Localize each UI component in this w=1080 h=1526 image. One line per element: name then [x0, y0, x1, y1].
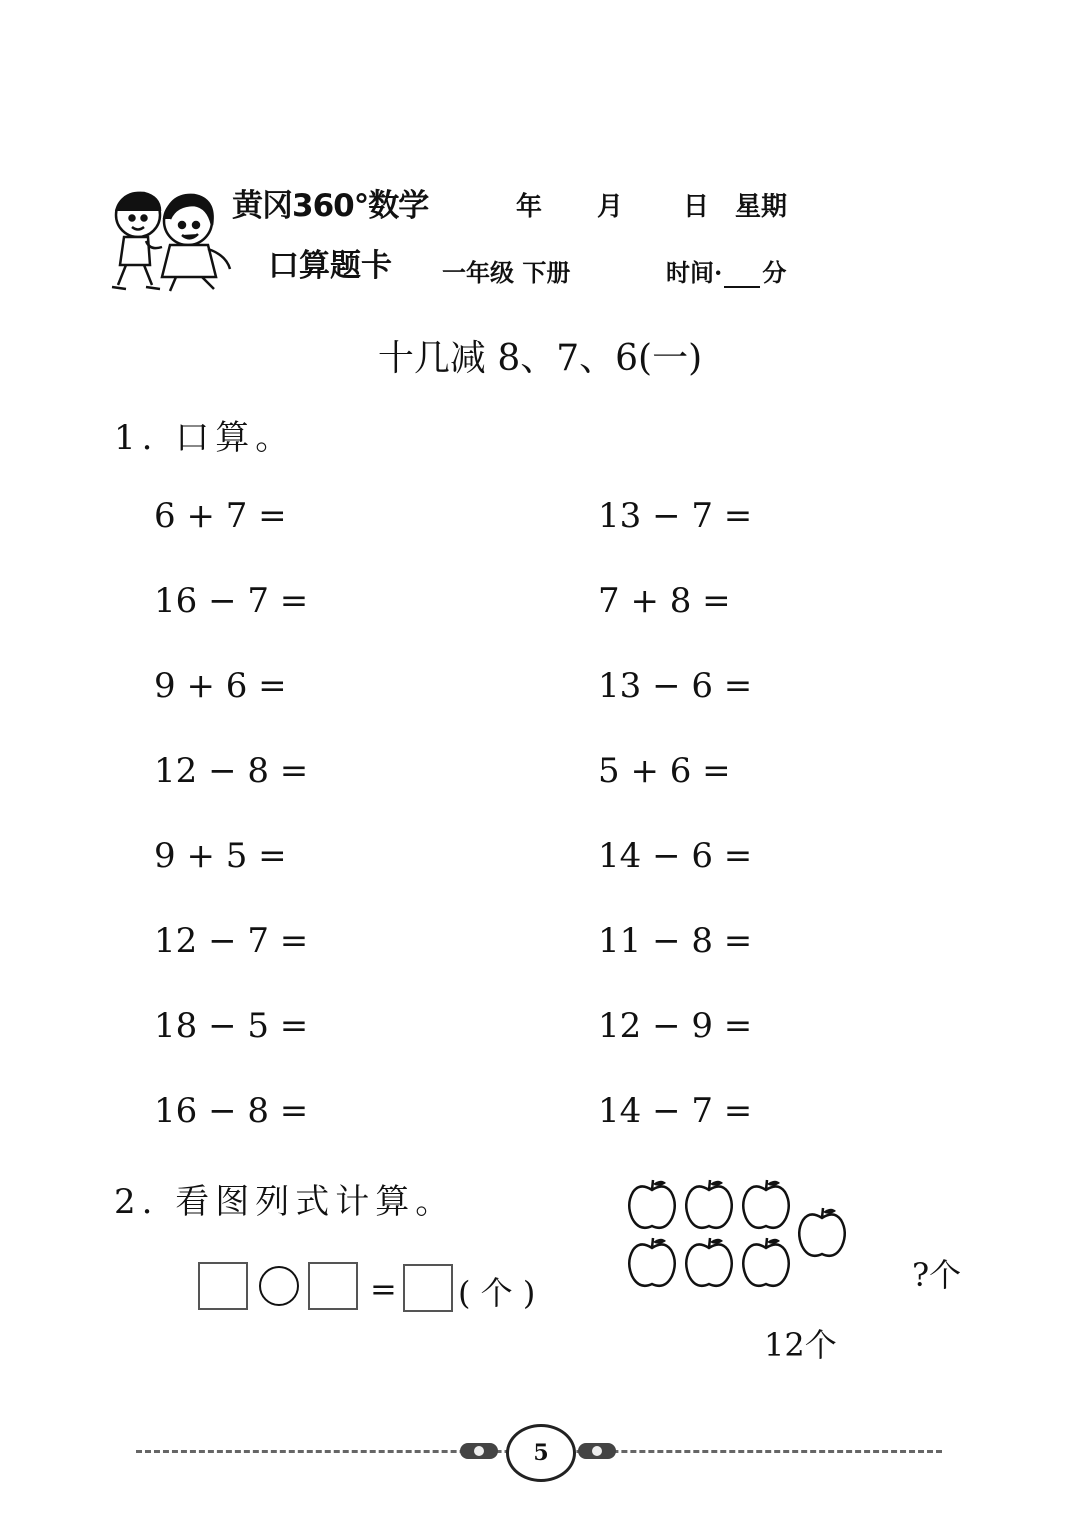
question-count: ?个 — [912, 1256, 962, 1294]
weekday-label: 星期 — [735, 192, 788, 222]
month-label: 月 — [597, 192, 624, 222]
footer-knob-dot-left — [474, 1446, 484, 1456]
equals-sign: = — [370, 1270, 397, 1308]
apple-6-icon — [686, 1238, 732, 1286]
time-field — [666, 253, 786, 288]
equation-left-3: 9 + 6 = — [154, 666, 287, 706]
section1-heading: 1. 口算。 — [114, 418, 296, 458]
section2-heading: 2. 看图列式计算。 — [114, 1182, 456, 1222]
total-count: 12个 — [764, 1326, 837, 1364]
unit-label: ( 个 ) — [458, 1274, 536, 1312]
page-number: 5 — [506, 1424, 576, 1482]
equation-left-6: 12 − 7 = — [154, 921, 309, 961]
equation-right-2: 7 + 8 = — [598, 581, 731, 621]
apple-2-icon — [686, 1180, 732, 1228]
brand-title: 黄冈360°数学 — [232, 188, 429, 224]
lesson-title: 十几减 8、7、6(一) — [377, 338, 703, 379]
day-label: 日 — [683, 192, 710, 222]
time-label: 时间· — [666, 258, 723, 287]
apple-4-icon — [799, 1208, 845, 1256]
card-title: 口算题卡 — [268, 248, 392, 284]
equation-right-7: 12 − 9 = — [598, 1006, 753, 1046]
apple-5-icon — [629, 1238, 675, 1286]
equation-left-5: 9 + 5 = — [154, 836, 287, 876]
equation-left-2: 16 − 7 = — [154, 581, 309, 621]
operator-circle[interactable] — [259, 1266, 299, 1306]
answer-box-3[interactable] — [403, 1264, 453, 1312]
equation-left-1: 6 + 7 = — [154, 496, 287, 536]
equation-right-8: 14 − 7 = — [598, 1091, 753, 1131]
equation-right-1: 13 − 7 = — [598, 496, 753, 536]
equation-right-5: 14 − 6 = — [598, 836, 753, 876]
apple-7-icon — [743, 1238, 789, 1286]
equation-left-8: 16 − 8 = — [154, 1091, 309, 1131]
year-label: 年 — [516, 192, 543, 222]
equation-right-6: 11 − 8 = — [598, 921, 753, 961]
equation-left-7: 18 − 5 = — [154, 1006, 309, 1046]
time-unit: 分 — [762, 258, 787, 287]
equation-left-4: 12 − 8 = — [154, 751, 309, 791]
footer-knob-dot-right — [592, 1446, 602, 1456]
equation-right-4: 5 + 6 = — [598, 751, 731, 791]
kids-illustration — [104, 185, 242, 297]
answer-box-1[interactable] — [198, 1262, 248, 1310]
grade-label: 一年级 下册 — [442, 258, 571, 287]
apples-picture — [620, 1172, 856, 1296]
time-blank[interactable] — [724, 264, 760, 288]
apple-3-icon — [743, 1180, 789, 1228]
equation-right-3: 13 − 6 = — [598, 666, 753, 706]
apple-1-icon — [629, 1180, 675, 1228]
answer-box-2[interactable] — [308, 1262, 358, 1310]
